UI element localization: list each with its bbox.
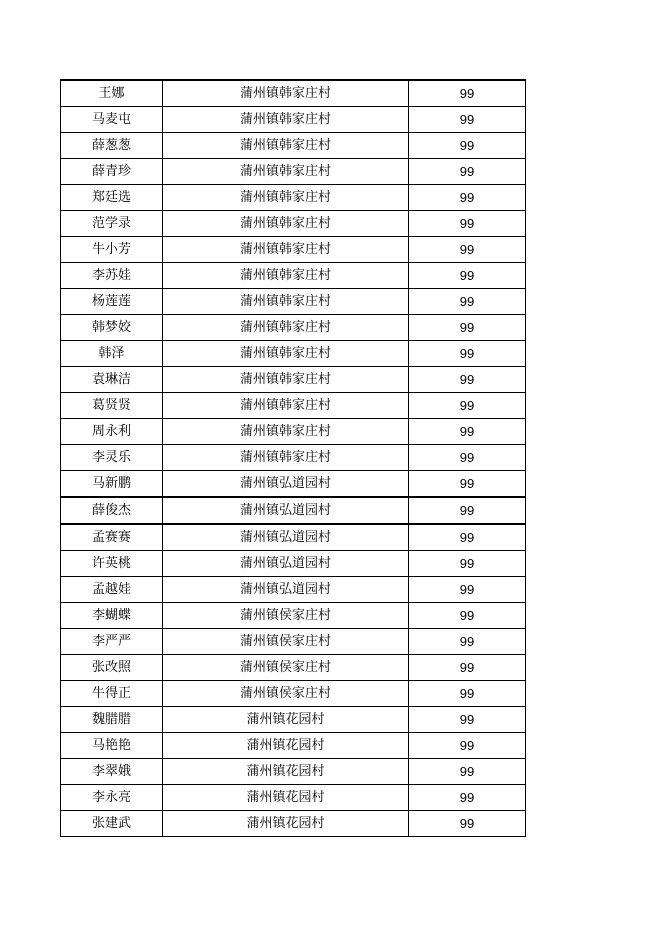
name-cell: 薛俊杰 — [61, 497, 163, 524]
village-cell: 蒲州镇韩家庄村 — [163, 315, 409, 341]
table-row — [61, 419, 526, 445]
village-cell: 蒲州镇韩家庄村 — [163, 185, 409, 211]
table-row — [61, 471, 526, 498]
name-cell: 孟赛赛 — [61, 524, 163, 551]
score-cell: 99 — [409, 759, 526, 785]
village-cell: 蒲州镇花园村 — [163, 707, 409, 733]
name-cell: 薛葱葱 — [61, 133, 163, 159]
score-cell: 99 — [409, 655, 526, 681]
table-row — [61, 759, 526, 785]
score-cell: 99 — [409, 497, 526, 524]
score-cell: 99 — [409, 211, 526, 237]
name-cell: 薛青珍 — [61, 159, 163, 185]
score-cell: 99 — [409, 393, 526, 419]
table-row — [61, 133, 526, 159]
score-cell: 99 — [409, 471, 526, 498]
village-cell: 蒲州镇韩家庄村 — [163, 445, 409, 471]
village-cell: 蒲州镇弘道园村 — [163, 524, 409, 551]
table-row — [61, 445, 526, 471]
name-cell: 韩泽 — [61, 341, 163, 367]
score-cell: 99 — [409, 603, 526, 629]
village-cell: 蒲州镇韩家庄村 — [163, 419, 409, 445]
name-cell: 许英桃 — [61, 551, 163, 577]
name-cell: 杨莲莲 — [61, 289, 163, 315]
village-cell: 蒲州镇花园村 — [163, 811, 409, 837]
name-cell: 李蝴蝶 — [61, 603, 163, 629]
village-cell: 蒲州镇韩家庄村 — [163, 263, 409, 289]
name-cell: 袁琳洁 — [61, 367, 163, 393]
name-cell: 李永亮 — [61, 785, 163, 811]
score-cell: 99 — [409, 237, 526, 263]
name-cell: 郑廷选 — [61, 185, 163, 211]
score-cell: 99 — [409, 367, 526, 393]
score-cell: 99 — [409, 185, 526, 211]
table-row — [61, 107, 526, 133]
score-cell: 99 — [409, 419, 526, 445]
village-cell: 蒲州镇韩家庄村 — [163, 341, 409, 367]
name-cell: 魏腊腊 — [61, 707, 163, 733]
score-cell: 99 — [409, 263, 526, 289]
score-cell: 99 — [409, 159, 526, 185]
score-cell: 99 — [409, 341, 526, 367]
score-cell: 99 — [409, 524, 526, 551]
score-cell: 99 — [409, 289, 526, 315]
village-cell: 蒲州镇韩家庄村 — [163, 237, 409, 263]
score-cell: 99 — [409, 577, 526, 603]
name-cell: 张改照 — [61, 655, 163, 681]
village-cell: 蒲州镇花园村 — [163, 785, 409, 811]
village-cell: 蒲州镇韩家庄村 — [163, 393, 409, 419]
name-cell: 周永利 — [61, 419, 163, 445]
name-cell: 葛贤贤 — [61, 393, 163, 419]
score-cell: 99 — [409, 133, 526, 159]
score-cell: 99 — [409, 681, 526, 707]
table-row — [61, 159, 526, 185]
village-cell: 蒲州镇弘道园村 — [163, 497, 409, 524]
table-row — [61, 367, 526, 393]
score-cell: 99 — [409, 315, 526, 341]
table-row — [61, 629, 526, 655]
score-cell: 99 — [409, 707, 526, 733]
name-cell: 李翠娥 — [61, 759, 163, 785]
table-row — [61, 263, 526, 289]
village-cell: 蒲州镇侯家庄村 — [163, 603, 409, 629]
village-cell: 蒲州镇韩家庄村 — [163, 80, 409, 107]
roster-table — [60, 79, 526, 837]
village-cell: 蒲州镇侯家庄村 — [163, 629, 409, 655]
village-cell: 蒲州镇韩家庄村 — [163, 133, 409, 159]
table-row — [61, 497, 526, 524]
score-cell: 99 — [409, 811, 526, 837]
table-row — [61, 733, 526, 759]
village-cell: 蒲州镇弘道园村 — [163, 471, 409, 498]
table-row — [61, 185, 526, 211]
name-cell: 张建武 — [61, 811, 163, 837]
name-cell: 范学录 — [61, 211, 163, 237]
village-cell: 蒲州镇侯家庄村 — [163, 655, 409, 681]
table-row — [61, 551, 526, 577]
name-cell: 牛小芳 — [61, 237, 163, 263]
village-cell: 蒲州镇韩家庄村 — [163, 211, 409, 237]
village-cell: 蒲州镇侯家庄村 — [163, 681, 409, 707]
table-row — [61, 341, 526, 367]
name-cell: 牛得正 — [61, 681, 163, 707]
name-cell: 马艳艳 — [61, 733, 163, 759]
score-cell: 99 — [409, 80, 526, 107]
score-cell: 99 — [409, 733, 526, 759]
table-row — [61, 707, 526, 733]
table-row — [61, 80, 526, 107]
village-cell: 蒲州镇花园村 — [163, 733, 409, 759]
table-row — [61, 315, 526, 341]
name-cell: 王娜 — [61, 80, 163, 107]
table-row — [61, 211, 526, 237]
name-cell: 韩梦姣 — [61, 315, 163, 341]
score-cell: 99 — [409, 445, 526, 471]
score-cell: 99 — [409, 629, 526, 655]
table-row — [61, 524, 526, 551]
table-row — [61, 681, 526, 707]
table-row — [61, 393, 526, 419]
table-row — [61, 655, 526, 681]
name-cell: 李灵乐 — [61, 445, 163, 471]
name-cell: 马麦屯 — [61, 107, 163, 133]
village-cell: 蒲州镇花园村 — [163, 759, 409, 785]
table-row — [61, 237, 526, 263]
table-row — [61, 811, 526, 837]
name-cell: 马新鹏 — [61, 471, 163, 498]
name-cell: 李严严 — [61, 629, 163, 655]
score-cell: 99 — [409, 551, 526, 577]
score-cell: 99 — [409, 107, 526, 133]
village-cell: 蒲州镇弘道园村 — [163, 577, 409, 603]
score-cell: 99 — [409, 785, 526, 811]
table-row — [61, 577, 526, 603]
village-cell: 蒲州镇韩家庄村 — [163, 367, 409, 393]
table-row — [61, 603, 526, 629]
village-cell: 蒲州镇韩家庄村 — [163, 107, 409, 133]
table-row — [61, 785, 526, 811]
name-cell: 李苏娃 — [61, 263, 163, 289]
table-row — [61, 289, 526, 315]
village-cell: 蒲州镇韩家庄村 — [163, 289, 409, 315]
roster-table-body — [61, 80, 526, 837]
village-cell: 蒲州镇弘道园村 — [163, 551, 409, 577]
village-cell: 蒲州镇韩家庄村 — [163, 159, 409, 185]
name-cell: 孟越娃 — [61, 577, 163, 603]
